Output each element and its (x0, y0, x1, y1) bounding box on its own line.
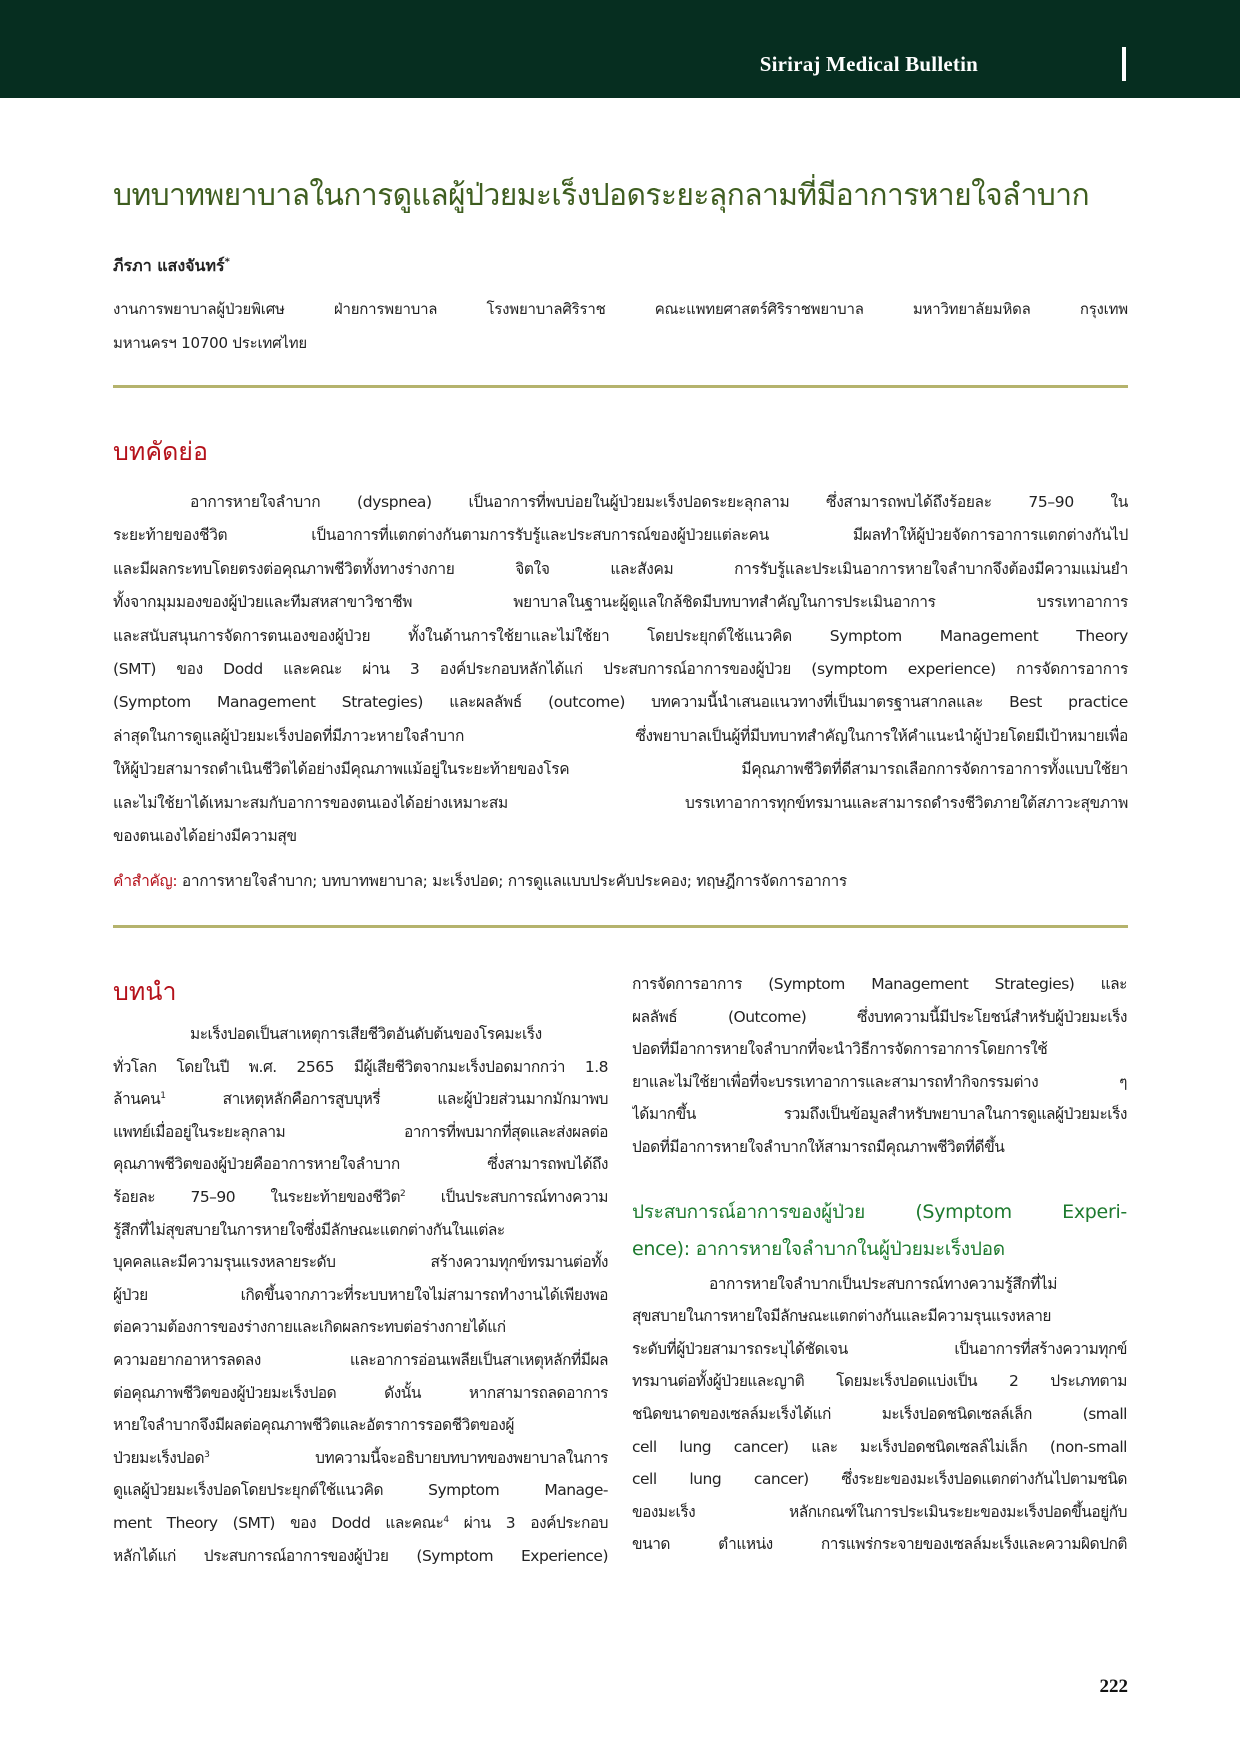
abstract-line: ทั้งจากมุมมองของผู้ป่วยและทีมสหสาขาวิชาชีพ พยาบาลในฐานะผู้ดูแลใกล้ชิดมีบทบาทสำคัญในการประเมินอาการ บรรเทาอาการ (113, 593, 1128, 612)
introduction-line (113, 1148, 608, 1181)
introduction-line (113, 1344, 608, 1377)
introduction-line (113, 1311, 608, 1344)
author-footnote-mark: * (224, 256, 230, 268)
introduction-left-column (113, 1018, 608, 1572)
body-line: cell lung cancer) และ มะเร็งปอดชนิดเซลล์ไม่เล็ก (non-small (632, 1437, 1127, 1456)
subheading-line: ence): อาการหายใจลำบากในผู้ป่วยมะเร็งปอด (632, 1237, 1005, 1260)
abstract-line: ล่าสุดในการดูแลผู้ป่วยมะเร็งปอดที่มีภาวะหายใจลำบาก ซึ่งพยาบาลเป็นผู้ที่มีบทบาทสำคัญในการให้คำแนะนำผู้ป่วยโดยมีเป้าหมายเพื่อ (113, 726, 1128, 745)
body-line: ชนิดขนาดของเซลล์มะเร็งได้แก่ มะเร็งปอดชนิดเซลล์เล็ก (small (632, 1404, 1127, 1423)
reference-marker[interactable]: 3 (204, 1449, 210, 1460)
introduction-line-text: ต่อความต้องการของร่างกายและเกิดผลกระทบต่อร่างกายได้แก่ (113, 1318, 506, 1337)
body-line: cell lung cancer) ซึ่งระยะของมะเร็งปอดแตกต่างกันไปตามชนิด (632, 1470, 1127, 1489)
introduction-line-text: สาเหตุหลักคือการสูบบุหรี่ และผู้ป่วยส่วนมากมักมาพบ (165, 1090, 608, 1109)
introduction-line-text: มะเร็งปอดเป็นสาเหตุการเสียชีวิตอันดับต้นของโรคมะเร็ง (190, 1025, 542, 1043)
introduction-line-text: ล้านคน (113, 1090, 161, 1109)
abstract-line: ระยะท้ายของชีวิต เป็นอาการที่แตกต่างกันตามการรับรู้และประสบการณ์ของผู้ป่วยแต่ละคน มีผลทำให้ผู้ป่วยจัดการอาการแตกต่างกันไป (113, 526, 1128, 545)
introduction-line-text: บุคคลและมีความรุนแรงหลายระดับ สร้างความทุกข์ทรมานต่อทั้ง (113, 1253, 608, 1272)
introduction-line-text: บทความนี้จะอธิบายบทบาทของพยาบาลในการ (209, 1448, 608, 1467)
journal-header-band (0, 0, 1240, 98)
reference-marker[interactable]: 1 (160, 1091, 166, 1102)
body-line: ทรมานต่อทั้งผู้ป่วยและญาติ โดยมะเร็งปอดแบ่งเป็น 2 ประเภทตาม (632, 1372, 1127, 1391)
introduction-line (113, 1474, 608, 1507)
introduction-line (113, 1279, 608, 1312)
introduction-line-text: ment Theory (SMT) ของ Dodd และคณะ (113, 1513, 444, 1532)
introduction-line (113, 1018, 608, 1051)
introduction-line: ยาและไม่ใช้ยาเพื่อที่จะบรรเทาอาการและสามารถทำกิจกรรมต่าง ๆ (632, 1072, 1127, 1091)
subheading-line: ประสบการณ์อาการของผู้ป่วย (Symptom Experi- (632, 1200, 1127, 1223)
abstract-body (113, 486, 1128, 853)
introduction-line (113, 1116, 608, 1149)
introduction-line-text: ร้อยละ 75–90 ในระยะท้ายของชีวิต (113, 1187, 401, 1206)
introduction-line-text: ผู้ป่วย เกิดขึ้นจากภาวะที่ระบบหายใจไม่สามารถทำงานได้เพียงพอ (113, 1285, 608, 1304)
keywords-label: คำสำคัญ: (113, 872, 178, 890)
body-line: สุขสบายในการหายใจมีลักษณะแตกต่างกันและมีความรุนแรงหลาย (632, 1307, 1051, 1326)
introduction-line: การจัดการอาการ (Symptom Management Strategies) และ (632, 975, 1127, 993)
introduction-line-text: ดูแลผู้ป่วยมะเร็งปอดโดยประยุกต์ใช้แนวคิด Symptom Manage- (113, 1481, 608, 1500)
symptom-experience-heading (632, 1194, 1127, 1268)
introduction-line (113, 1377, 608, 1410)
introduction-line: ได้มากขึ้น รวมถึงเป็นข้อมูลสำหรับพยาบาลในการดูแลผู้ป่วยมะเร็ง (632, 1105, 1127, 1124)
article-title: บทบาทพยาบาลในการดูแลผู้ป่วยมะเร็งปอดระยะลุกลามที่มีอาการหายใจลำบาก (113, 178, 1090, 213)
abstract-line: และมีผลกระทบโดยตรงต่อคุณภาพชีวิตทั้งทางร่างกาย จิตใจ และสังคม การรับรู้และประเมินอาการหายใจลำบากจึงต้องมีความแม่นยำ (113, 559, 1128, 578)
introduction-line-text: ป่วยมะเร็งปอด (113, 1448, 205, 1467)
abstract-line: และไม่ใช้ยาได้เหมาะสมกับอาการของตนเองได้อย่างเหมาะสม บรรเทาอาการทุกข์ทรมานและสามารถดำรงชีวิตภายใต้สภาวะสุขภาพ (113, 793, 1128, 812)
affiliation-line: มหานครฯ 10700 ประเทศไทย (113, 334, 308, 352)
author-name-text: ภีรภา แสงจันทร์ (113, 256, 225, 275)
affiliation-line: งานการพยาบาลผู้ป่วยพิเศษ ฝ่ายการพยาบาล โรงพยาบาลศิริราช คณะแพทยศาสตร์ศิริราชพยาบาล มหาวิทยาลัยมหิดล กรุงเทพ (113, 300, 1128, 318)
right-column (632, 968, 1127, 1561)
introduction-line-text: เป็นประสบการณ์ทางความ (405, 1187, 608, 1206)
reference-marker[interactable]: 2 (400, 1188, 406, 1199)
abstract-line: ให้ผู้ป่วยสามารถดำเนินชีวิตได้อย่างมีคุณภาพแม้อยู่ในระยะท้ายของโรค มีคุณภาพชีวิตที่ดีสามารถเลือกการจัดการอาการทั้งแบบใช้ยา (113, 760, 1128, 779)
body-line: ระดับที่ผู้ป่วยสามารถระบุได้ชัดเจน เป็นอาการที่สร้างความทุกข์ (632, 1339, 1127, 1358)
introduction-line-text: หายใจลำบากจึงมีผลต่อคุณภาพชีวิตและอัตราการรอดชีวิตของผู้ (113, 1416, 514, 1435)
introduction-line-text: คุณภาพชีวิตของผู้ป่วยคืออาการหายใจลำบาก ซึ่งสามารถพบได้ถึง (113, 1155, 608, 1174)
abstract-line: (Symptom Management Strategies) และผลลัพธ์ (outcome) บทความนี้นำเสนอแนวทางที่เป็นมาตรฐานสากลและ Best practice (113, 693, 1128, 712)
introduction-line-text: แพทย์เมื่ออยู่ในระยะลุกลาม อาการที่พบมากที่สุดและส่งผลต่อ (113, 1122, 608, 1141)
introduction-line: ปอดที่มีอาการหายใจลำบากให้สามารถมีคุณภาพชีวิตที่ดีขึ้น (632, 1137, 1005, 1156)
page-number: 222 (1099, 1676, 1128, 1697)
abstract-line: (SMT) ของ Dodd และคณะ ผ่าน 3 องค์ประกอบหลักได้แก่ ประสบการณ์อาการของผู้ป่วย (symptom experience) การจัดการอาการ (113, 660, 1128, 679)
introduction-line (113, 1051, 608, 1084)
introduction-line (113, 1181, 608, 1214)
keywords-list: อาการหายใจลำบาก; บทบาทพยาบาล; มะเร็งปอด; การดูแลแบบประคับประคอง; ทฤษฎีการจัดการอาการ (181, 872, 847, 890)
header-divider-bar (1122, 47, 1126, 81)
body-line: อาการหายใจลำบากเป็นประสบการณ์ทางความรู้สึกที่ไม่ (709, 1274, 1057, 1293)
introduction-line: ผลลัพธ์ (Outcome) ซึ่งบทความนี้มีประโยชน์สำหรับผู้ป่วยมะเร็ง (632, 1007, 1127, 1026)
journal-name: Siriraj Medical Bulletin (759, 52, 978, 76)
abstract-line: และสนับสนุนการจัดการตนเองของผู้ป่วย ทั้งในด้านการใช้ยาและไม่ใช้ยา โดยประยุกต์ใช้แนวคิด Symptom Management Theory (113, 626, 1128, 645)
abstract-line: อาการหายใจลำบาก (dyspnea) เป็นอาการที่พบบ่อยในผู้ป่วยมะเร็งปอดระยะลุกลาม ซึ่งสามารถพบได้ถึงร้อยละ 75–90 ใน (190, 493, 1128, 511)
introduction-line-text: ต่อคุณภาพชีวิตของผู้ป่วยมะเร็งปอด ดังนั้น หากสามารถลดอาการ (113, 1383, 608, 1402)
body-line: ของมะเร็ง หลักเกณฑ์ในการประเมินระยะของมะเร็งปอดขึ้นอยู่กับ (632, 1502, 1127, 1521)
introduction-heading: บทนำ (113, 977, 177, 1006)
reference-marker[interactable]: 4 (443, 1514, 449, 1525)
introduction-line: ปอดที่มีอาการหายใจลำบากที่จะนำวิธีการจัดการอาการโดยการใช้ (632, 1040, 1048, 1059)
abstract-heading: บทคัดย่อ (113, 437, 208, 466)
section-divider-top (113, 385, 1128, 388)
author-name (113, 254, 230, 279)
introduction-line-text: รู้สึกที่ไม่สุขสบายในการหายใจซึ่งมีลักษณะแตกต่างกันในแต่ละ (113, 1220, 505, 1239)
abstract-line: ของตนเองได้อย่างมีความสุข (113, 827, 297, 846)
introduction-continued (632, 968, 1127, 1164)
introduction-line-text: ผ่าน 3 องค์ประกอบ (448, 1513, 608, 1532)
introduction-line (113, 1409, 608, 1442)
section-divider-bottom (113, 925, 1128, 928)
introduction-line (113, 1507, 608, 1540)
symptom-experience-body (632, 1268, 1127, 1561)
introduction-line (113, 1083, 608, 1116)
keywords (113, 868, 1128, 893)
introduction-line-text: หลักได้แก่ ประสบการณ์อาการของผู้ป่วย (Symptom Experience) (113, 1546, 608, 1565)
introduction-line (113, 1214, 608, 1247)
introduction-line-text: ความอยากอาหารลดลง และอาการอ่อนเพลียเป็นสาเหตุหลักที่มีผล (113, 1350, 608, 1369)
introduction-line (113, 1442, 608, 1475)
author-affiliation (113, 292, 1128, 360)
introduction-line (113, 1540, 608, 1573)
introduction-line (113, 1246, 608, 1279)
introduction-line-text: ทั่วโลก โดยในปี พ.ศ. 2565 มีผู้เสียชีวิตจากมะเร็งปอดมากกว่า 1.8 (113, 1057, 608, 1076)
body-line: ขนาด ตำแหน่ง การแพร่กระจายของเซลล์มะเร็งและความผิดปกติ (632, 1535, 1127, 1554)
